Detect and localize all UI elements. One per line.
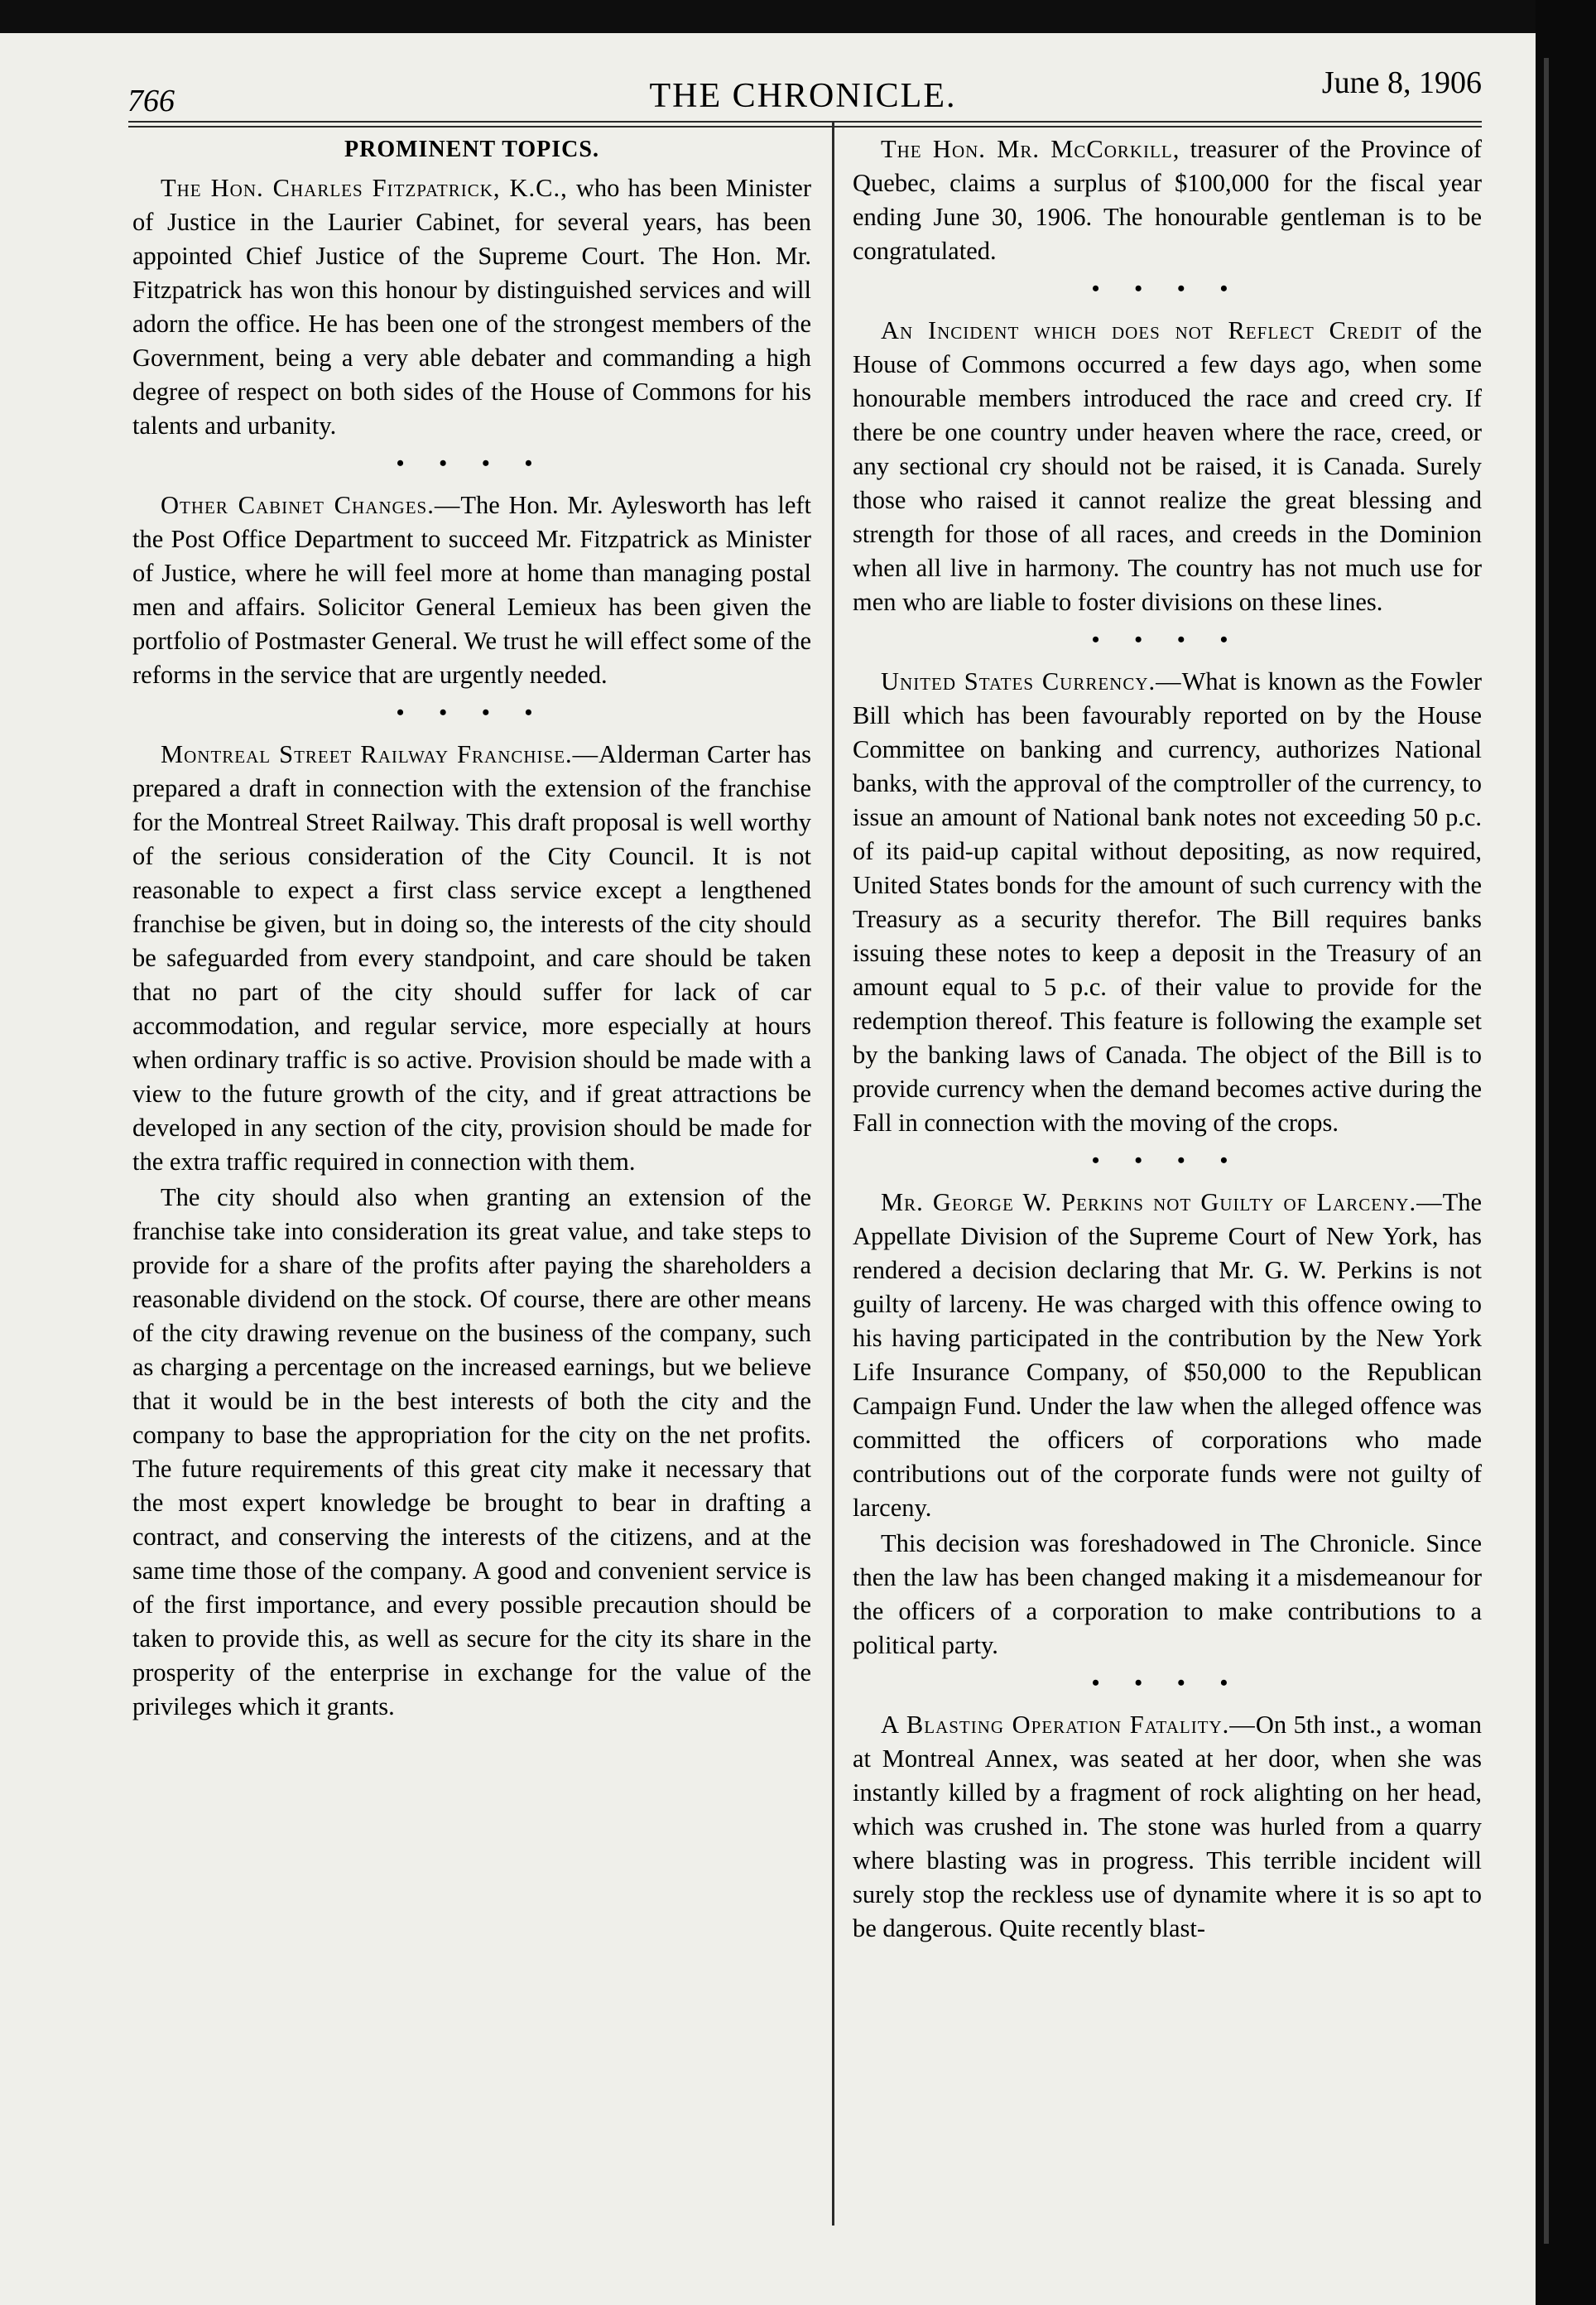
article-paragraph — [853, 1186, 1482, 1525]
article-lead: United States Currency.— — [881, 667, 1182, 695]
article-paragraph — [853, 1527, 1482, 1663]
article-separator: • • • • — [397, 700, 547, 724]
article-paragraph — [132, 738, 811, 1179]
article-lead: Other Cabinet Changes.— — [161, 491, 461, 519]
article-paragraph — [132, 488, 811, 692]
article-body: The Hon. Mr. Aylesworth has left the Post Office Department to succeed Mr. Fitzpatrick as Minister of Justice, where he will feel more at home than managing postal men and affairs. Solicitor General Lemieux has been given the portfolio of Postmaster General. We trust he will effect some of the reforms in the service that are urgently needed. — [132, 491, 811, 689]
article-body: of the House of Commons occurred a few days ago, when some honourable members introduced the race and creed cry. If there be one country under heaven where the race, creed, or any sectional cry should not be raised, it is Canada. Surely those who raised it cannot realize the great blessing and strength for those of all races, and creeds in the Dominion when all live in harmony. The country has not much use for men who are liable to foster divisions on these lines. — [853, 316, 1483, 616]
article-lead: The Hon. Mr. McCorkill, — [881, 135, 1180, 163]
issue-date: June 8, 1906 — [1321, 65, 1482, 100]
article-body: Alderman Carter has prepared a draft in connection with the extension of the franchise for the Montreal Street Railway. This draft proposal is well worthy of the serious consideration of the City Council. It is not reasonable to expect a first class service except a lengthened franchise be given, but in doing so, the interests of the city should be safeguarded from every standpoint, and care should be taken that no part of the city should suffer for lack of car accommodation, and regular service, more especially at hours when ordinary traffic is so active. Provision should be made with a view to the future growth of the city, and if great attractions be developed in any section of the city, provision should be made for the extra traffic required in connection with them. — [132, 740, 811, 1176]
header-rule — [128, 121, 1482, 123]
article-body: What is known as the Fowler Bill which has been favourably reported on by the House Committee on banking and currency, authorizes National banks, with the approval of the comptroller of the currency, to issue an amount of National bank notes not exceeding 50 p.c. of its paid-up capital without depositing, as now required, United States bonds for the amount of such currency with the Treasury as a security therefor. The Bill requires banks issuing these notes to keep a deposit in the Treasury of an amount equal to 5 p.c. of their value to provide for the redemption thereof. This feature is following the example set by the banking laws of Canada. The object of the Bill is to provide currency when the demand becomes active during the Fall in connection with the moving of the crops. — [853, 667, 1482, 1137]
article-paragraph — [132, 1181, 811, 1724]
page-number: 766 — [127, 84, 175, 118]
page-header — [124, 50, 1482, 116]
article-separator: • • • • — [1092, 628, 1243, 652]
article-separator: • • • • — [1092, 277, 1243, 301]
article-body: The city should also when granting an extension of the franchise take into consideration its great value, and take steps to provide for a share of the profits after paying the shareholders a reasonable dividend on the stock. Of course, there are other means of the city drawing revenue on the business of the company, such as charging a percentage on the increased earnings, but we believe that it would be in the best interests of both the city and the company to base the appropriation for the city on the net profits. The future requirements of this great city make it necessary that the most expert knowledge be brought to bear in drafting a contract, and conserving the interests of the citizens, and at the same time those of the company. A good and convenient service is of the first importance, and every possible precaution should be taken to provide this, as well as secure for the city its share in the prosperity of the enterprise in exchange for the value of the privileges which it grants. — [132, 1183, 811, 1720]
article-lead: Mr. George W. Perkins not Guilty of Larceny.— — [881, 1188, 1443, 1216]
article-body: who has been Minister of Justice in the Laurier Cabinet, for several years, has been appointed Chief Justice of the Supreme Court. The Hon. Mr. Fitzpatrick has won this honour by distinguished services and will adorn the office. He has been one of the strongest members of the Government, being a very able debater and commanding a high degree of respect on both sides of the House of Commons for his talents and urbanity. — [132, 174, 811, 440]
article-lead: The Hon. Charles Fitzpatrick, K.C., — [161, 174, 568, 202]
binding-edge — [1544, 58, 1549, 2244]
article-body: treasurer of the Province of Quebec, claims a surplus of $100,000 for the fiscal year ending June 30, 1906. The honourable gentleman is to be congratulated. — [853, 135, 1482, 265]
column-divider — [832, 123, 834, 2226]
article-paragraph — [853, 132, 1482, 268]
article-lead: A Blasting Operation Fatality.— — [881, 1711, 1256, 1739]
right-column — [853, 132, 1482, 1946]
article-separator: • • • • — [1092, 1148, 1243, 1172]
article-body: This decision was foreshadowed in The Chronicle. Since then the law has been changed making it a misdemeanour for the officers of a corporation to make contributions to a political party. — [853, 1529, 1482, 1659]
article-lead: Montreal Street Railway Franchise.— — [161, 740, 599, 768]
article-paragraph — [132, 171, 811, 443]
article-paragraph — [853, 1708, 1482, 1946]
article-paragraph — [853, 314, 1482, 619]
article-paragraph — [853, 665, 1482, 1140]
section-title: PROMINENT TOPICS. — [344, 137, 599, 162]
article-body: The Appellate Division of the Supreme Court of New York, has rendered a decision declaring that Mr. G. W. Perkins is not guilty of larceny. He was charged with this offence owing to his having participated in the contribution by the New York Life Insurance Company, of $50,000 to the Republican Campaign Fund. Under the law when the alleged offence was committed the officers of corporations who made contributions out of the corporate funds were not guilty of larceny. — [853, 1188, 1482, 1522]
header-rule-second — [128, 126, 1482, 128]
article-separator: • • • • — [1092, 1671, 1243, 1695]
masthead: THE CHRONICLE. — [649, 77, 957, 115]
article-lead: An Incident which does not Reflect Credit — [881, 316, 1402, 344]
article-separator: • • • • — [397, 451, 547, 475]
left-column — [132, 132, 811, 1724]
article-body: On 5th inst., a woman at Montreal Annex, was seated at her door, when she was instantly killed by a fragment of rock alighting on her head, which was crushed in. The stone was hurled from a quarry where blasting was in progress. This terrible incident will surely stop the reckless use of dynamite where it is so apt to be dangerous. Quite recently blast- — [853, 1711, 1482, 1942]
